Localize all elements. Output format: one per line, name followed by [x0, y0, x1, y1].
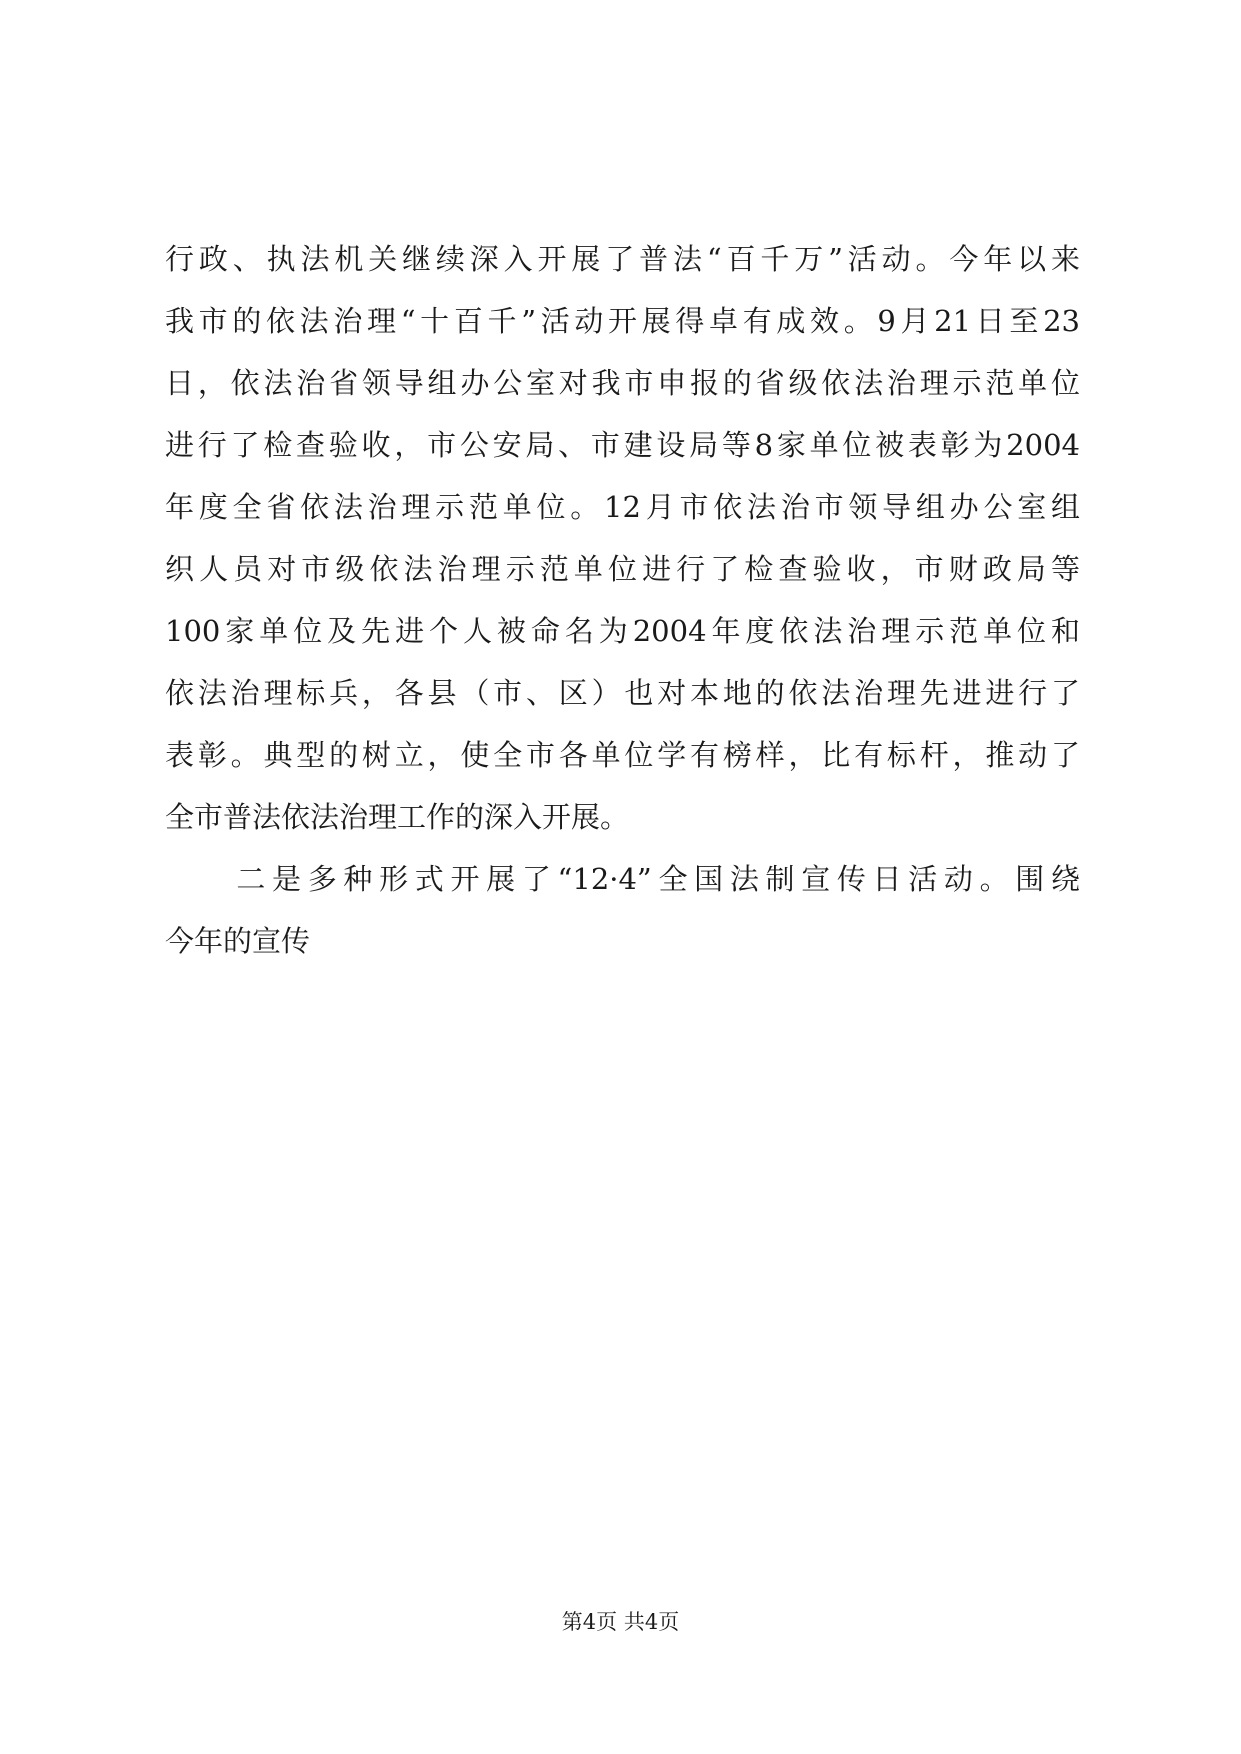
text-line: 全市普法依法治理工作的深入开展。: [165, 800, 630, 834]
text-line: 依法治理标兵，各县（市、区）也对本地的依法治理先进进行了: [165, 676, 1080, 710]
text-line: 表彰。典型的树立，使全市各单位学有榜样，比有标杆，推动了: [165, 738, 1080, 772]
text-line: 今年的宣传: [165, 924, 311, 958]
text-line: 日，依法治省领导组办公室对我市申报的省级依法治理示范单位: [165, 366, 1080, 400]
text-line: 行政、执法机关继续深入开展了普法“百千万”活动。今年以来: [165, 242, 1080, 276]
page-footer: 第4页 共4页: [561, 1610, 680, 1634]
text-line: 100家单位及先进个人被命名为2004年度依法治理示范单位和: [165, 614, 1080, 648]
text-line: 二是多种形式开展了“12·4”全国法制宣传日活动。围绕: [165, 862, 1080, 896]
body-text: [165, 228, 1080, 972]
text-line: 进行了检查验收，市公安局、市建设局等8家单位被表彰为2004: [165, 428, 1080, 462]
text-line: 年度全省依法治理示范单位。12月市依法治市领导组办公室组: [165, 490, 1080, 524]
text-line: 我市的依法治理“十百千”活动开展得卓有成效。9月21日至23: [165, 304, 1080, 338]
text-line: 织人员对市级依法治理示范单位进行了检查验收，市财政局等: [165, 552, 1080, 586]
